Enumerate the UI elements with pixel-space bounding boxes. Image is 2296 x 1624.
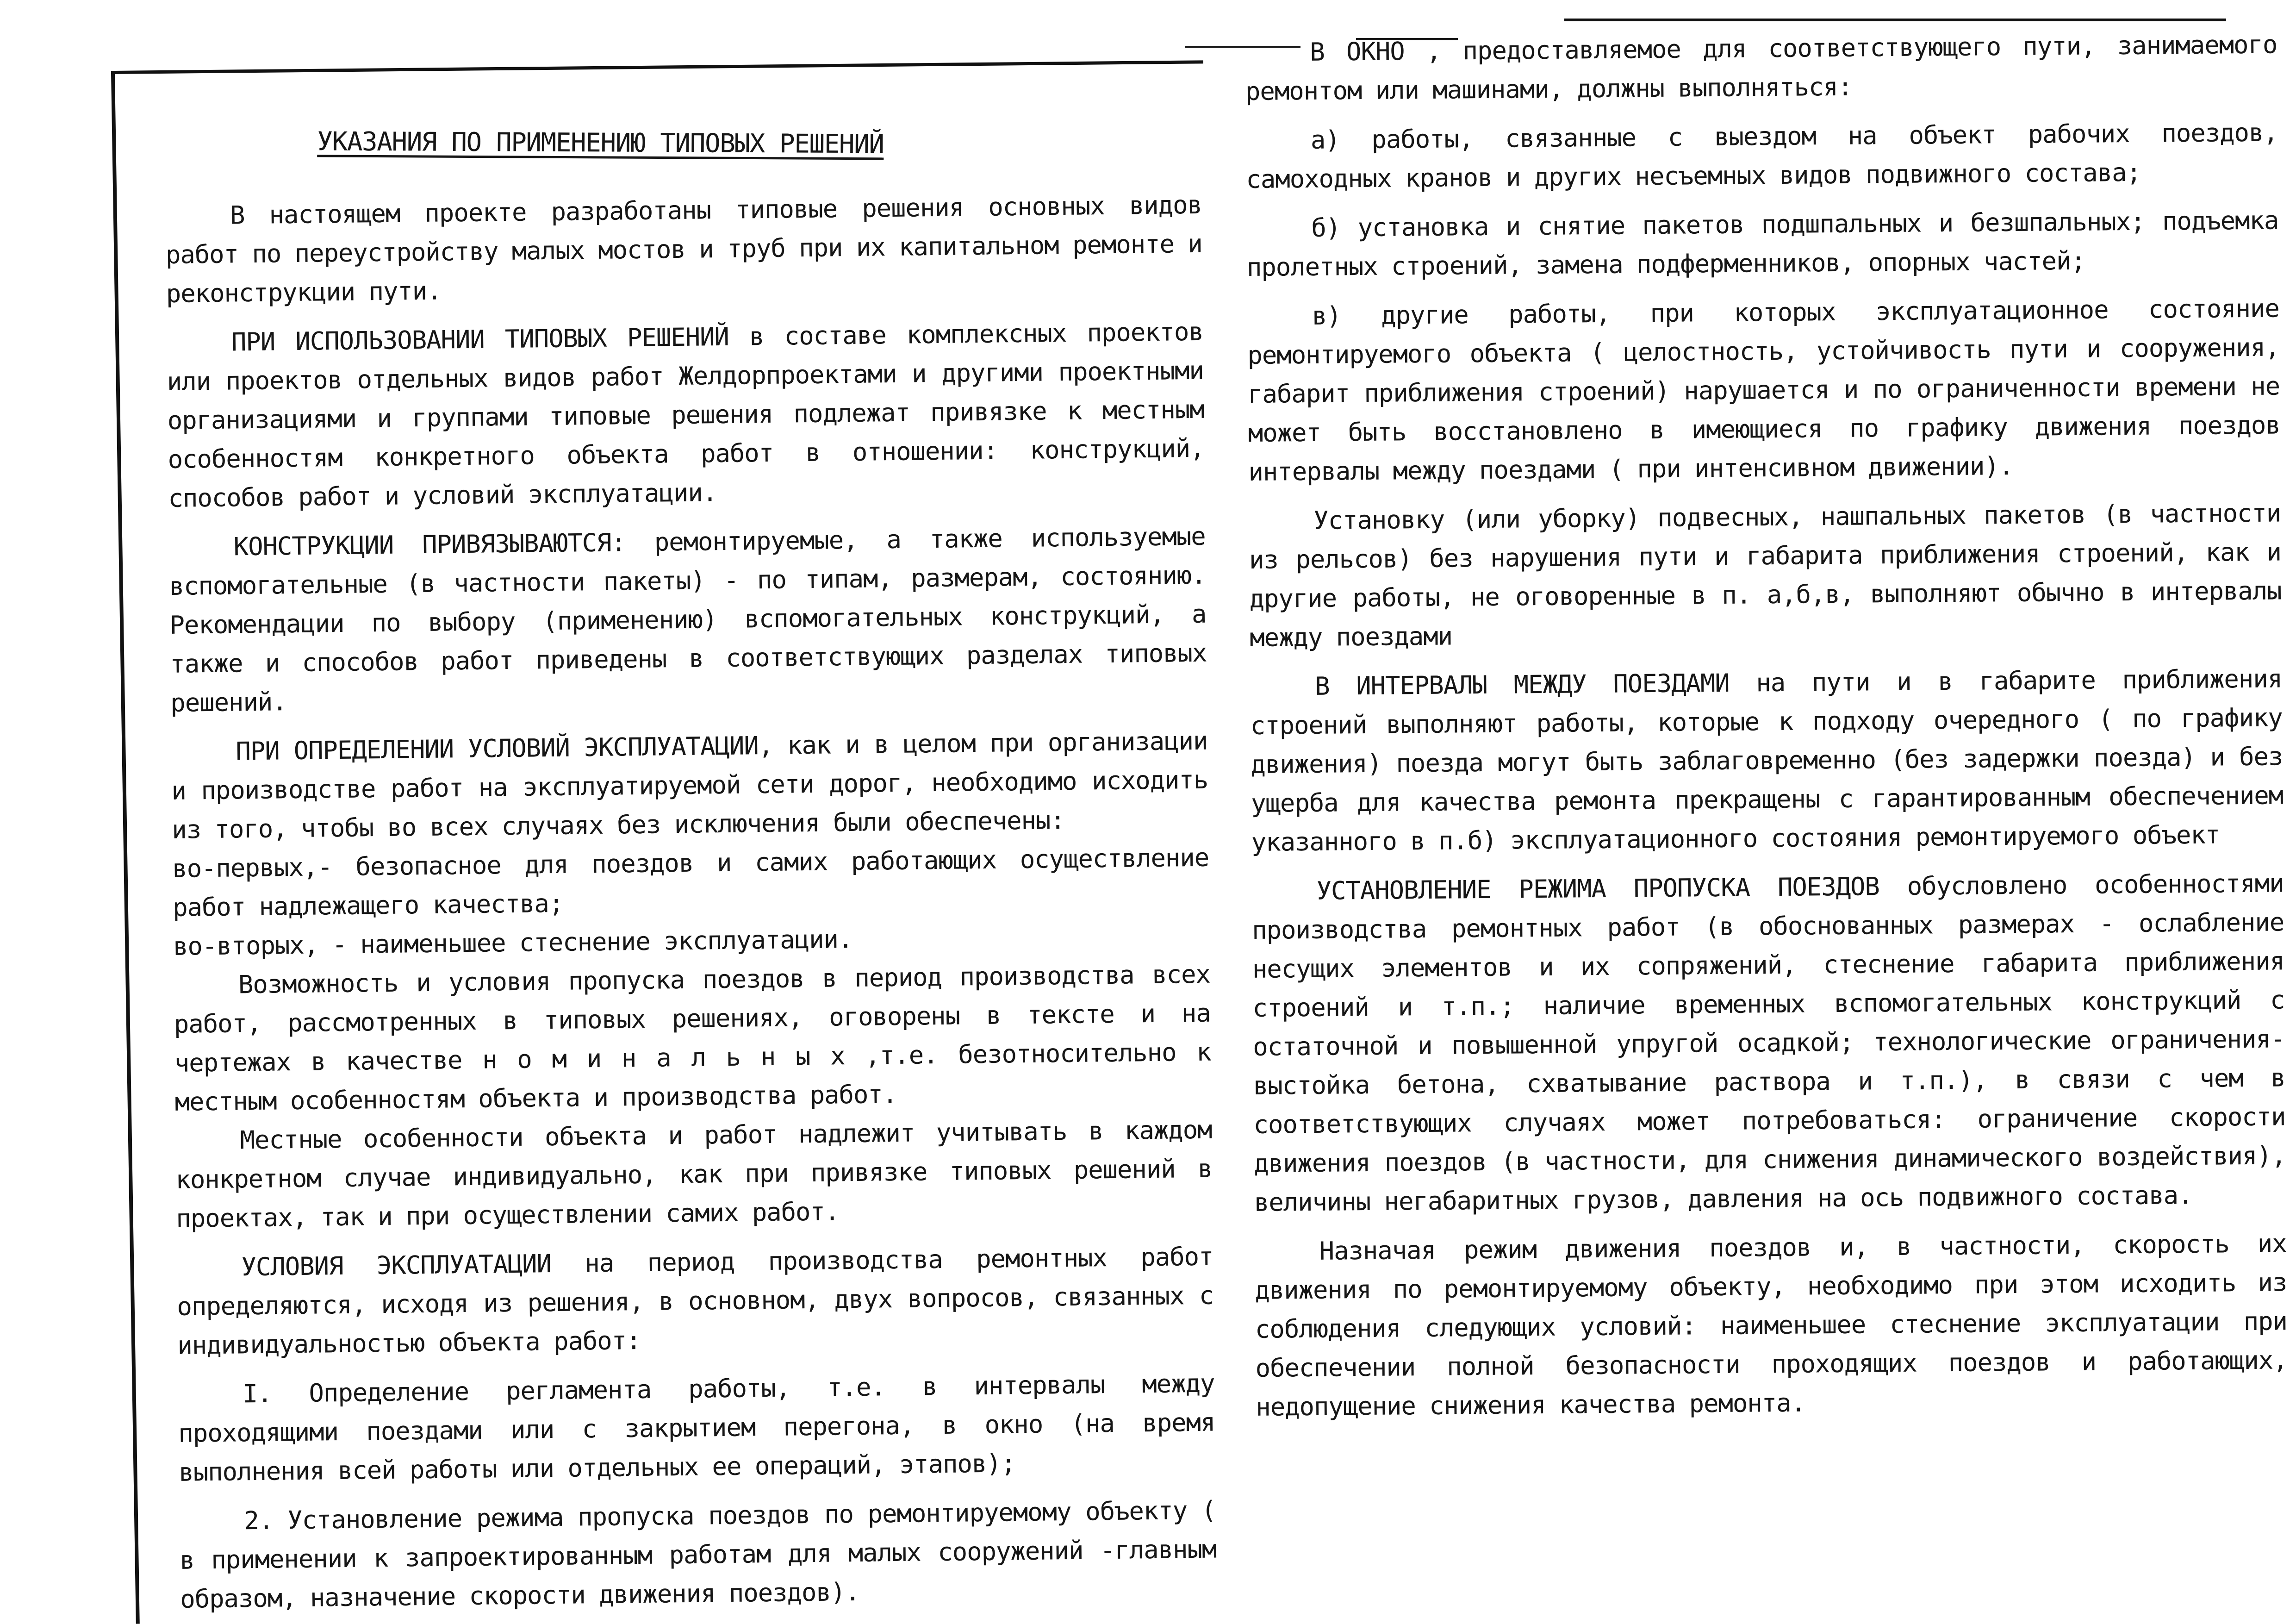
section-heading: УКАЗАНИЯ ПО ПРИМЕНЕНИЮ ТИПОВЫХ РЕШЕНИЙ bbox=[317, 126, 884, 160]
paragraph-item-1: I. Определение регламента работы, т.е. в интервалы между проходящими поездами или с закрытием перегона, в окно (на время выполнения всей работы или отдельных ее операций, этапов); bbox=[178, 1368, 1215, 1487]
paragraph-train-passage: Возможность и условия пропуска поездов в период производства всех работ, рассмотренных в типовых решениях, оговорены в тексте и на чертежах в качестве н о м и н а л ь н ы х ,т.е. безотносительно к местным особенностям объекта и производства работ. bbox=[174, 959, 1211, 1117]
paragraph-intro: В настоящем проекте разработаны типовые решения основных видов работ по переустройству малых мостов и труб при их капитальном ремонте и реконструкции пути. bbox=[165, 190, 1203, 308]
left-page bbox=[164, 121, 1217, 1619]
paragraph-local-features: Местные особенности объекта и работ надлежит учитывать в каждом конкретном случае индивидуально, как при привязке типовых решений в проектах, так и при осуществлении самих работ. bbox=[175, 1115, 1213, 1233]
paragraph-second-point: во-вторых, - наименьшее стеснение эксплуатации. bbox=[173, 924, 853, 961]
right-page bbox=[1245, 25, 2288, 1426]
paragraph-constructions: КОНСТРУКЦИИ ПРИВЯЗЫВАЮТСЯ: ремонтируемые, а также используемые вспомогательные (в частности пакеты) - по типам, размерам, состоянию. Рекомендации по выбору (применению) вспомогательных конструкций, а также и способов работ приведены в соответствующих разделах типовых решений. bbox=[169, 521, 1207, 718]
paragraph-window-c: в) другие работы, при которых эксплуатационное состояние ремонтируемого объекта ( целостность, устойчивость пути и сооружения, габарит приближения строений) нарушается и по ограниченности времени не может быть восстановлено в имеющиеся по графику движения поездов интервалы между поездами ( при интенсивном движении). bbox=[1247, 294, 2280, 487]
paragraph-speed-assignment: Назначая режим движения поездов и, в частности, скорость их движения по ремонтируемому объекту, необходимо при этом исходить из соблюдения следующих условий: наименьшее стеснение эксплуатации при обеспечении полной безопасности проходящих поездов и работающих, недопущение снижения качества ремонта. bbox=[1255, 1229, 2288, 1422]
paragraph-operation-period: УСЛОВИЯ ЭКСПЛУАТАЦИИ на период производства ремонтных работ определяются, исходя из решения, в основном, двух вопросов, связанных с индивидуальностью объекта работ: bbox=[177, 1242, 1214, 1360]
paragraph-typical-solutions-use: ПРИ ИСПОЛЬЗОВАНИИ ТИПОВЫХ РЕШЕНИЙ в составе комплексных проектов или проектов отдельных видов работ Желдорпроектами и другими проектными организациями и группами типовые решения подлежат привязке к местным особенностям конкретного объекта работ в отношении: конструкций, способов работ и условий эксплуатации. bbox=[167, 317, 1205, 513]
paragraph-window-b: б) установка и снятие пакетов подшпальных и безшпальных; подъемка пролетных строений, замена подферменников, опорных частей; bbox=[1246, 206, 2279, 282]
scan-border-top-right bbox=[1564, 19, 2226, 21]
paragraph-suspended-packages: Установку (или уборку) подвесных, нашпальных пакетов (в частности из рельсов) без нарушения пути и габарита приближения строений, как и другие работы, не оговоренные в п. а,б,в, выполняют обычно в интервалы между поездами bbox=[1249, 498, 2282, 652]
paragraph-window-a: а) работы, связанные с выездом на объект рабочих поездов, самоходных кранов и других несъемных видов подвижного состава; bbox=[1246, 118, 2278, 194]
scan-border-left bbox=[111, 73, 140, 1624]
paragraph-passage-mode: УСТАНОВЛЕНИЕ РЕЖИМА ПРОПУСКА ПОЕЗДОВ обусловлено особенностями производства ремонтных работ (в обоснованных размерах - ослабление несущих элементов и их сопряжений, стеснение габарита приближения строений и т.п.; наличие временных вспомогательных конструкций с остаточной и повышенной упругой осадкой; технологические ограничения- выстойка бетона, схватывание раствора и т.п.), в связи с чем в соответствующих случаях может потребоваться: ограничение скорости движения поездов (в частности, для снижения динамического воздействия), величины негабаритных грузов, давления на ось подвижного состава. bbox=[1251, 868, 2286, 1217]
paragraph-intervals: В ИНТЕРВАЛЫ МЕЖДУ ПОЕЗДАМИ на пути и в габарите приближения строений выполняют работы, которые к подходу очередного ( по графику движения) поезда могут быть заблаговременно (без задержки поезда) и без ущерба для качества ремонта прекращены с гарантированным обеспечением указанного в п.б) эксплуатационного состояния ремонтируемого объект bbox=[1250, 664, 2284, 857]
paragraph-operation-conditions: ПРИ ОПРЕДЕЛЕНИИ УСЛОВИЙ ЭКСПЛУАТАЦИИ, как и в целом при организации и производстве работ на эксплуатируемой сети дорог, необходимо исходить из того, чтобы во всех случаях без исключения были обеспечены: bbox=[171, 726, 1208, 844]
scan-border-top-left bbox=[111, 60, 1203, 74]
paragraph-item-2: 2. Установление режима пропуска поездов по ремонтируемому объекту ( в применении к запроектированным работам для малых сооружений -главным образом, назначение скорости движения поездов). bbox=[180, 1495, 1217, 1614]
paragraph-first-point: во-первых,- безопасное для поездов и самих работающих осуществление работ надлежащего качества; bbox=[172, 843, 1209, 922]
paragraph-window: В ОКНО , предоставляемое для соответствующего пути, занимаемого ремонтом или машинами, должны выполняться: bbox=[1245, 30, 2277, 106]
